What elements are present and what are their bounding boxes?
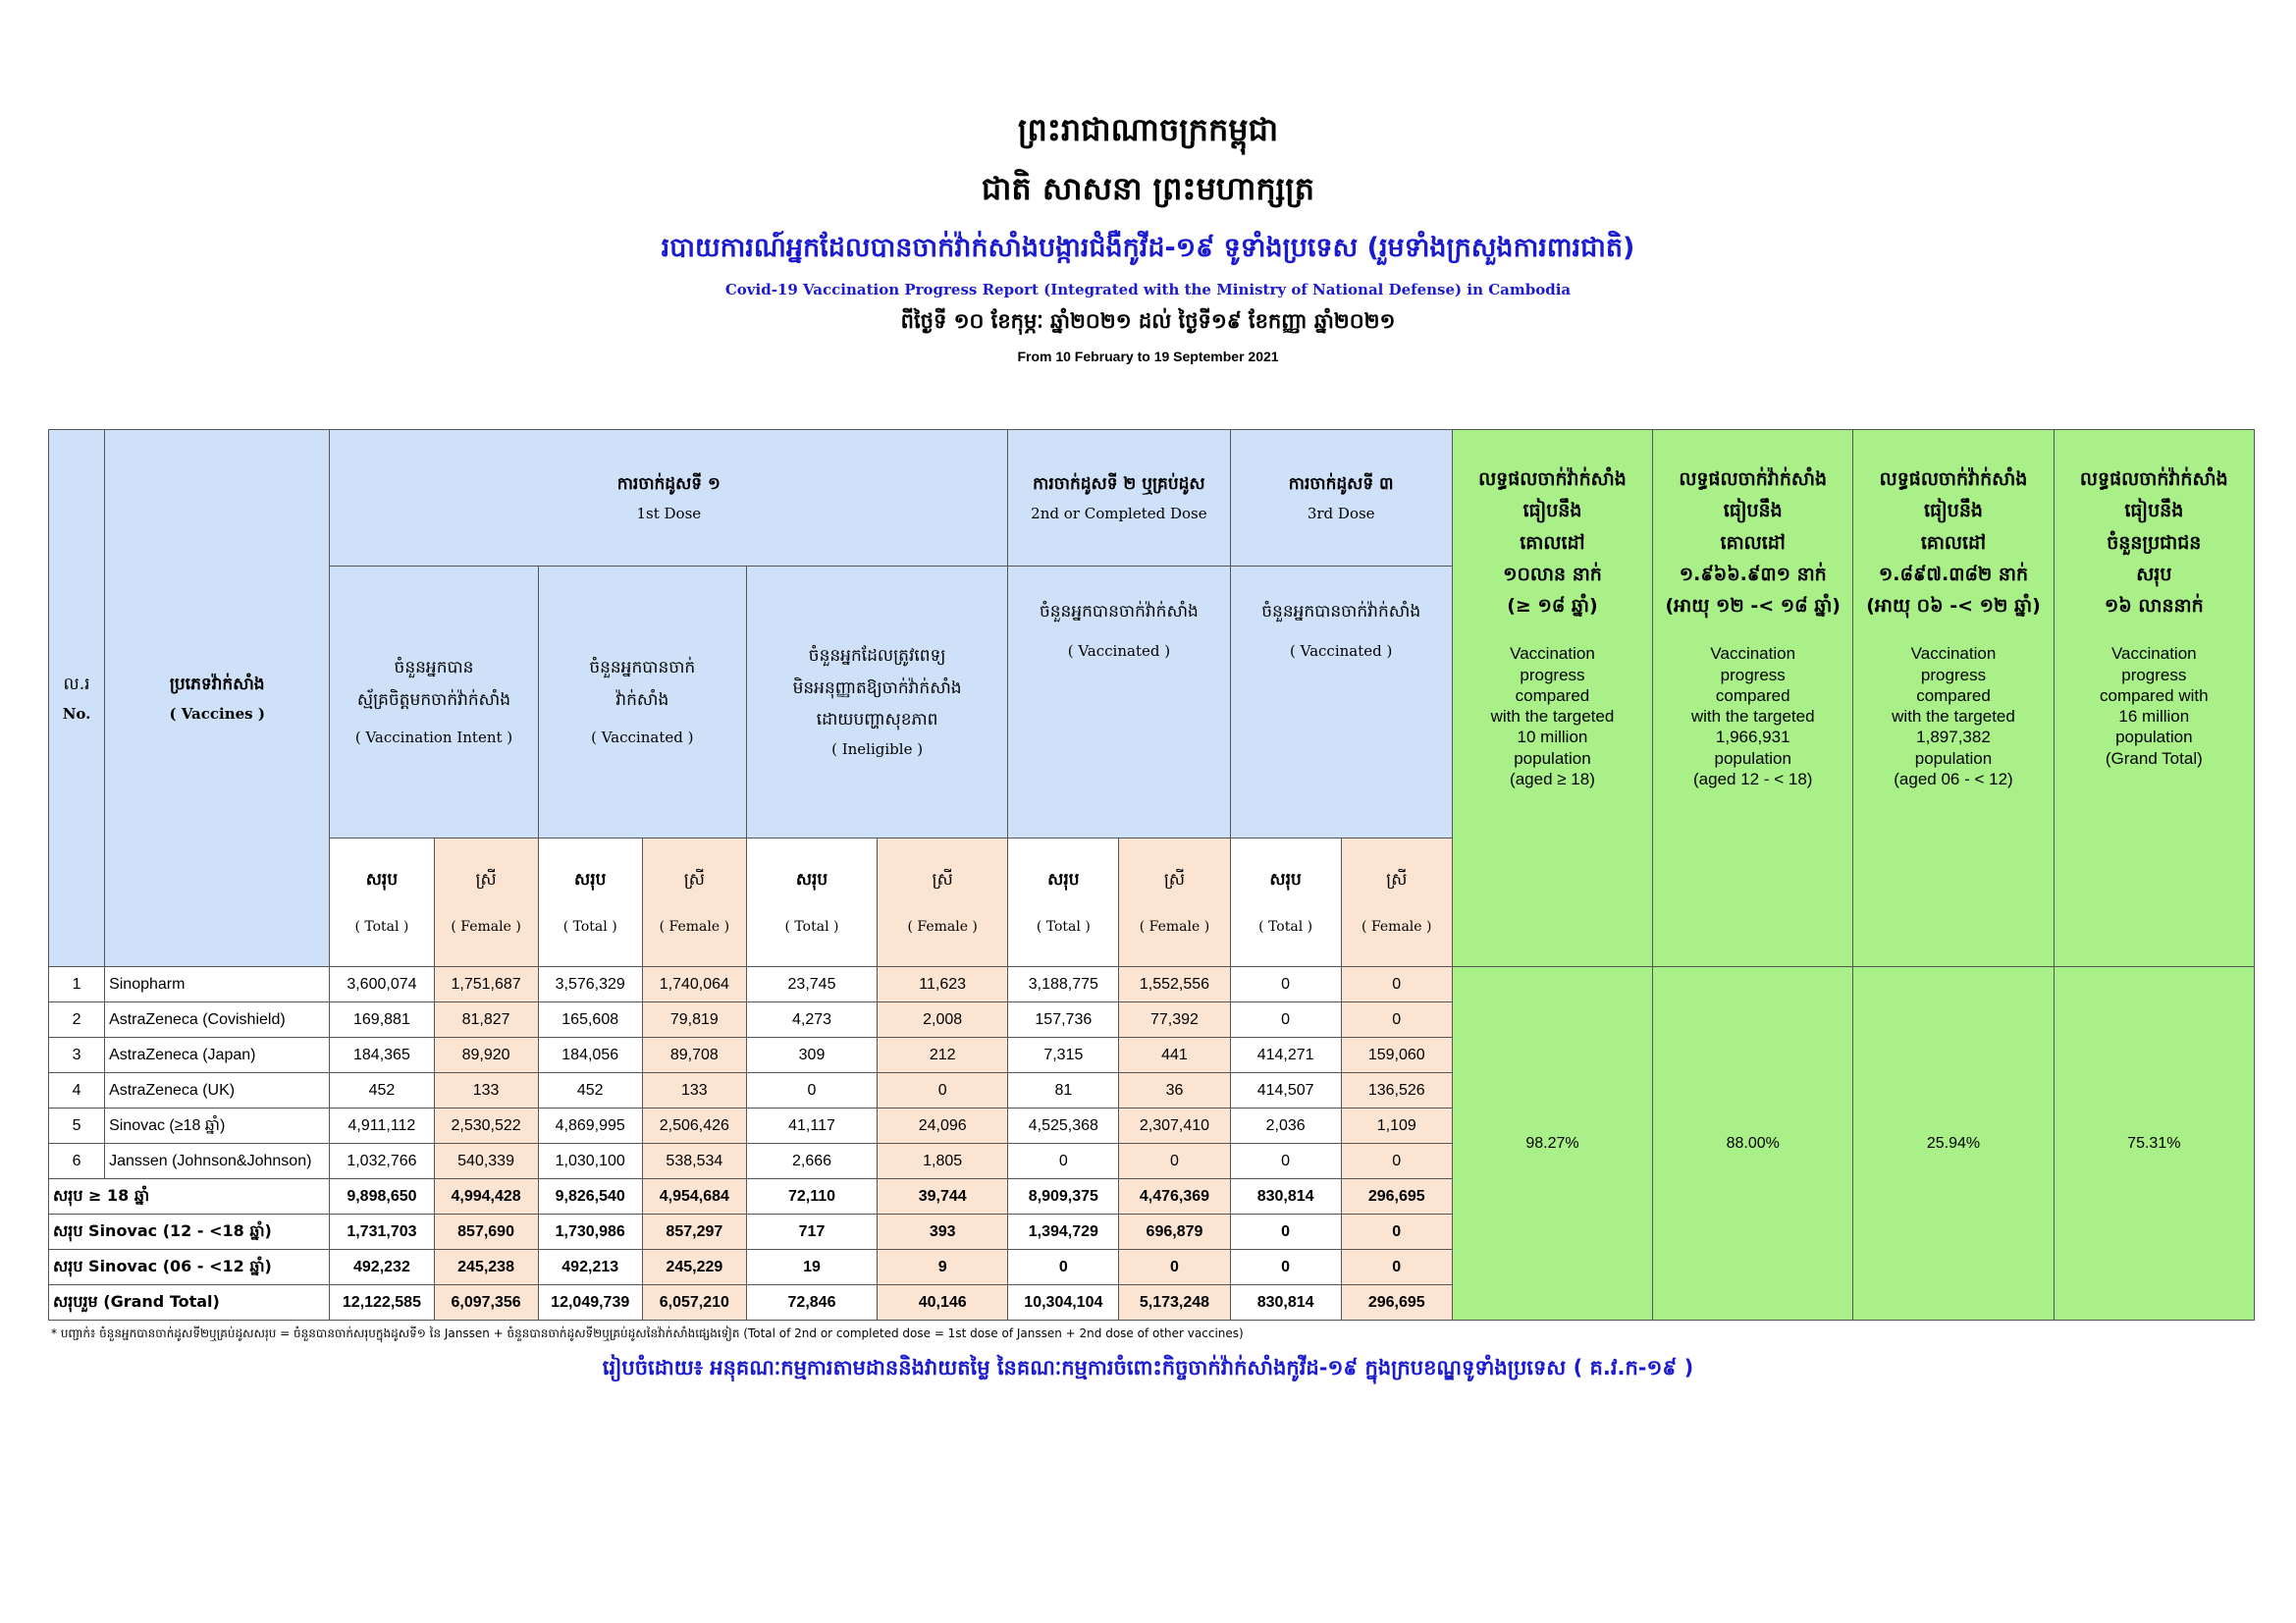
report-title-en: Covid-19 Vaccination Progress Report (Integrated with the Ministry of National Defense) in Cambodia: [724, 281, 1572, 298]
total-subheader: សរុប ( Total ): [746, 839, 877, 967]
footnote: * បញ្ជាក់៖ ចំនួនអ្នកបានចាក់ដូសទី២ឬគ្រប់ដូសសរុប = ចំនួនបានចាក់សរុបក្នុងដូសទី១ នៃ Janssen + ចំនួនបានចាក់ដូសទី២ឬគ្រប់ដូសនៃវ៉ាក់សាំងផ្សេងទៀត (Total of 2nd or completed dose = 1st dose of Janssen + 2nd dose of other vaccines): [51, 1326, 1244, 1340]
dose3-header: ការចាក់ដូសទី ៣ 3rd Dose: [1230, 430, 1452, 567]
total-subheader: សរុប ( Total ): [1230, 839, 1341, 967]
progress-value-total: 75.31%: [2054, 967, 2254, 1321]
female-subheader: ស្រី ( Female ): [642, 839, 746, 967]
progress-value-children: 25.94%: [1853, 967, 2054, 1321]
kingdom-title: ព្រះរាជាណាចក្រកម្ពុជា: [1017, 111, 1279, 148]
date-range-kh: ពីថ្ងៃទី ១០ ខែកុម្ភៈ ឆ្នាំ២០២១ ដល់ ថ្ងៃទី១៩ ខែកញ្ញា ឆ្នាំ២០២១: [900, 309, 1396, 333]
date-range-en: From 10 February to 19 September 2021: [1017, 349, 1279, 364]
female-subheader: ស្រី ( Female ): [1119, 839, 1230, 967]
motto: ជាតិ សាសនា ព្រះមហាក្សត្រ: [981, 170, 1315, 207]
dose2-header: ការចាក់ដូសទី ២ ឬគ្រប់ដូស 2nd or Completed Dose: [1008, 430, 1230, 567]
female-subheader: ស្រី ( Female ): [878, 839, 1008, 967]
grand-total-row: សរុបរួម (Grand Total) 12,122,585 6,097,356 12,049,739 6,057,210 72,846 40,146 10,304,104 5,173,248 830,814 296,695: [49, 1285, 2255, 1321]
dose1-header: ការចាក់ដូសទី ១ 1st Dose: [330, 430, 1008, 567]
total-subheader: សរុប ( Total ): [1008, 839, 1119, 967]
dose2-vaccinated-header: ចំនួនអ្នកបានចាក់វ៉ាក់សាំង ( Vaccinated ): [1008, 567, 1230, 839]
vaccination-table: [48, 429, 2255, 1321]
dose3-vaccinated-header: ចំនួនអ្នកបានចាក់វ៉ាក់សាំង ( Vaccinated ): [1230, 567, 1452, 839]
table-row: 1 Sinopharm 3,600,074 1,751,687 3,576,329 1,740,064 23,745 11,623 3,188,775 1,552,556 0 0 98.27% 88.00% 25.94% 75.31%: [49, 967, 2255, 1002]
table-row: 4 AstraZeneca (UK) 452 133 452 133 0 0 81 36 414,507 136,526: [49, 1073, 2255, 1109]
total-subheader: សរុប ( Total ): [330, 839, 434, 967]
table-row: 5 Sinovac (≥18 ឆ្នាំ) 4,911,112 2,530,522 4,869,995 2,506,426 41,117 24,096 4,525,368 2,307,410 2,036 1,109: [49, 1109, 2255, 1144]
table-row: 3 AstraZeneca (Japan) 184,365 89,920 184,056 89,708 309 212 7,315 441 414,271 159,060: [49, 1038, 2255, 1073]
progress-header-teens: លទ្ធផលចាក់វ៉ាក់សាំង ធៀបនឹង គោលដៅ ១.៩៦៦.៩៣១ នាក់ (អាយុ ១២ -< ១៨ ឆ្នាំ) Vaccination progress compared with the targeted 1,966,931 population (aged 12 - < 18): [1653, 430, 1853, 967]
progress-value-teens: 88.00%: [1653, 967, 1853, 1321]
progress-header-children: លទ្ធផលចាក់វ៉ាក់សាំង ធៀបនឹង គោលដៅ ១.៨៩៧.៣៨២ នាក់ (អាយុ ០៦ -< ១២ ឆ្នាំ) Vaccination progress compared with the targeted 1,897,382 population (aged 06 - < 12): [1853, 430, 2054, 967]
table-row: 6 Janssen (Johnson&Johnson) 1,032,766 540,339 1,030,100 538,534 2,666 1,805 0 0 0 0: [49, 1144, 2255, 1179]
intent-header: ចំនួនអ្នកបាន ស្ម័គ្រចិត្តមកចាក់វ៉ាក់សាំង ( Vaccination Intent ): [330, 567, 538, 839]
table-row: 2 AstraZeneca (Covishield) 169,881 81,827 165,608 79,819 4,273 2,008 157,736 77,392 0 0: [49, 1002, 2255, 1038]
progress-header-adults: លទ្ធផលចាក់វ៉ាក់សាំង ធៀបនឹង គោលដៅ ១០លាន នាក់ (≥ ១៨ ឆ្នាំ) Vaccination progress compared with the targeted 10 million population (aged ≥ 18): [1452, 430, 1652, 967]
ineligible-header: ចំនួនអ្នកដែលត្រូវពេទ្យ មិនអនុញ្ញាតឱ្យចាក់វ៉ាក់សាំង ដោយបញ្ហាសុខភាព ( Ineligible ): [746, 567, 1007, 839]
progress-header-total: លទ្ធផលចាក់វ៉ាក់សាំង ធៀបនឹង ចំនួនប្រជាជន សរុប ១៦ លាននាក់ Vaccination progress compared with 16 million population (Grand Total): [2054, 430, 2254, 967]
no-header: ល.រ No.: [49, 430, 105, 967]
total-subheader: សរុប ( Total ): [538, 839, 642, 967]
progress-value-adults: 98.27%: [1452, 967, 1652, 1321]
prepared-by: រៀបចំដោយ៖ អនុគណៈកម្មការតាមដាននិងវាយតម្លៃ នៃគណៈកម្មការចំពោះកិច្ចចាក់វ៉ាក់សាំងកូវីដ-១៩ ក្នុងក្របខណ្ឌទូទាំងប្រទេស ( គ.វ.ក-១៩ ): [602, 1356, 1694, 1380]
total-row-teens: សរុប Sinovac (12 - <18 ឆ្នាំ) 1,731,703 857,690 1,730,986 857,297 717 393 1,394,729 696,879 0 0: [49, 1215, 2255, 1250]
total-row-children: សរុប Sinovac (06 - <12 ឆ្នាំ) 492,232 245,238 492,213 245,229 19 9 0 0 0 0: [49, 1250, 2255, 1285]
total-row-adults: សរុប ≥ 18 ឆ្នាំ 9,898,650 4,994,428 9,826,540 4,954,684 72,110 39,744 8,909,375 4,476,369 830,814 296,695: [49, 1179, 2255, 1215]
vaccinated-header: ចំនួនអ្នកបានចាក់ វ៉ាក់សាំង ( Vaccinated ): [538, 567, 746, 839]
female-subheader: ស្រី ( Female ): [434, 839, 538, 967]
report-title-kh: របាយការណ៍អ្នកដែលបានចាក់វ៉ាក់សាំងបង្ការជំងឺកូវីដ-១៩ ទូទាំងប្រទេស (រួមទាំងក្រសួងការពារជាតិ): [661, 233, 1635, 263]
female-subheader: ស្រី ( Female ): [1341, 839, 1452, 967]
vaccine-header: ប្រភេទវ៉ាក់សាំង ( Vaccines ): [105, 430, 330, 967]
